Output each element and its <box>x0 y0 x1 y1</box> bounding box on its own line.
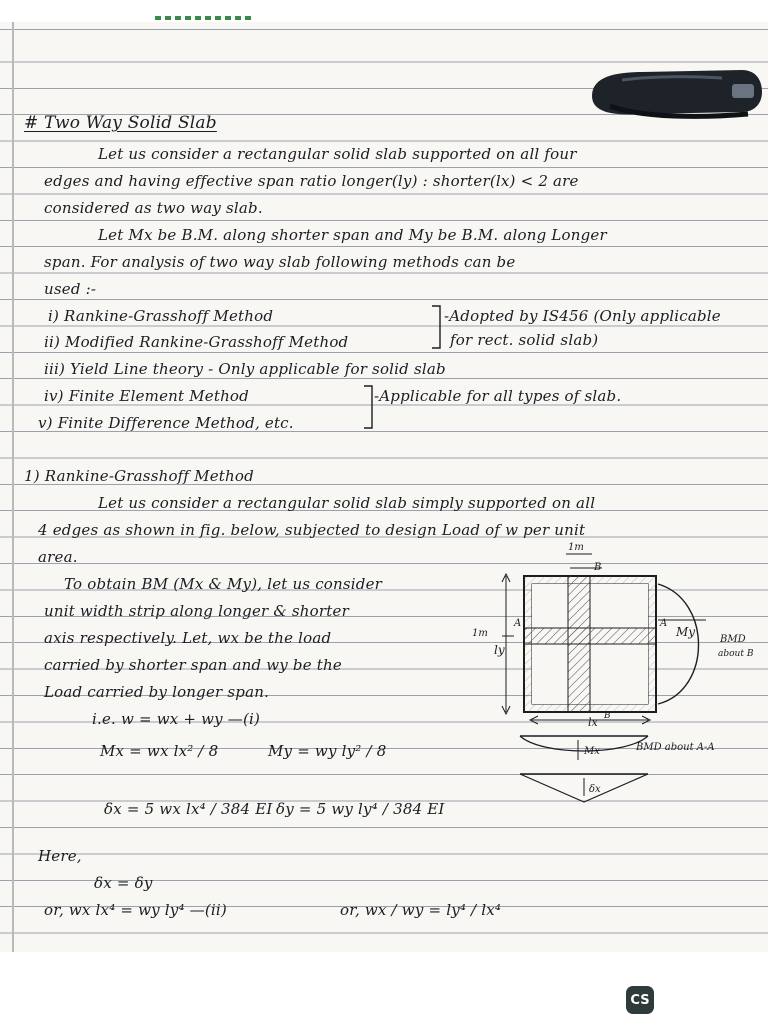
diagram-label-lx: lx <box>588 716 598 729</box>
section-line-4: To obtain BM (Mx & My), let us consider <box>64 575 383 593</box>
diagram-label-bmd: BMD <box>720 634 746 645</box>
diagram-label-deflection-x: δx <box>589 784 601 795</box>
bracket-note-all-types: -Applicable for all types of slab. <box>374 387 622 405</box>
diagram-label-1m-side: 1m <box>472 628 488 639</box>
page-top-marks <box>155 16 255 20</box>
section-line-5: unit width strip along longer & shorter <box>44 602 349 620</box>
section-line-2: 4 edges as shown in fig. below, subjected to design Load of w per unit <box>38 521 586 539</box>
diagram-label-b-bottom: B <box>604 711 611 721</box>
equation-deflection-y: δy = 5 wy ly⁴ / 384 EI <box>276 800 445 818</box>
equation-moment-y: My = wy ly² / 8 <box>268 742 387 760</box>
method-5: v) Finite Difference Method, etc. <box>38 414 294 432</box>
camscanner-logo: CS <box>626 986 654 1014</box>
diagram-label-about-b: about B <box>718 649 754 659</box>
method-1: i) Rankine-Grasshoff Method <box>48 307 274 325</box>
diagram-label-bmd-about-aa: BMD about A-A <box>636 742 715 753</box>
bracket-note-rect: for rect. solid slab) <box>450 331 599 349</box>
diagram-label-my: My <box>676 625 696 639</box>
diagram-label-b-top: B <box>594 562 602 573</box>
intro-line-6: used :- <box>44 280 97 298</box>
equation-equal-deflection: δx = δy <box>94 874 153 892</box>
equation-moment-x: Mx = wx lx² / 8 <box>100 742 219 760</box>
method-3: iii) Yield Line theory - Only applicable for solid slab <box>44 360 446 378</box>
equation-1: i.e. w = wx + wy —(i) <box>92 710 261 728</box>
intro-line-1: Let us consider a rectangular solid slab supported on all four <box>98 145 577 163</box>
equation-2: or, wx lx⁴ = wy ly⁴ —(ii) <box>44 901 227 919</box>
slab-diagram <box>462 540 768 810</box>
section-line-7: carried by shorter span and wy be the <box>44 656 342 674</box>
diagram-label-a-right: A <box>660 618 668 629</box>
diagram-label-mx: Mx <box>584 746 600 757</box>
diagram-label-1m-top: 1m <box>568 542 584 553</box>
method-4: iv) Finite Element Method <box>44 387 249 405</box>
section-heading: 1) Rankine-Grasshoff Method <box>24 467 254 485</box>
intro-line-3: considered as two way slab. <box>44 199 263 217</box>
method-2: ii) Modified Rankine-Grasshoff Method <box>44 333 349 351</box>
intro-line-2: edges and having effective span ratio longer(ly) : shorter(lx) < 2 are <box>44 172 579 190</box>
section-line-3: area. <box>38 548 78 566</box>
equation-deflection-x: δx = 5 wx lx⁴ / 384 EI <box>104 800 273 818</box>
intro-line-4: Let Mx be B.M. along shorter span and My be B.M. along Longer <box>98 226 607 244</box>
here-label: Here, <box>38 847 82 865</box>
bracket-note-is456: -Adopted by IS456 (Only applicable <box>444 307 721 325</box>
section-line-8: Load carried by longer span. <box>44 683 270 701</box>
section-line-6: axis respectively. Let, wx be the load <box>44 629 332 647</box>
section-line-1: Let us consider a rectangular solid slab simply supported on all <box>98 494 596 512</box>
diagram-label-a-left: A <box>514 618 522 629</box>
pen-cap-icon <box>582 66 767 122</box>
equation-3: or, wx / wy = ly⁴ / lx⁴ <box>340 901 502 919</box>
intro-line-5: span. For analysis of two way slab following methods can be <box>44 253 516 271</box>
diagram-label-ly: ly <box>494 643 505 657</box>
page-title: # Two Way Solid Slab <box>24 113 217 133</box>
